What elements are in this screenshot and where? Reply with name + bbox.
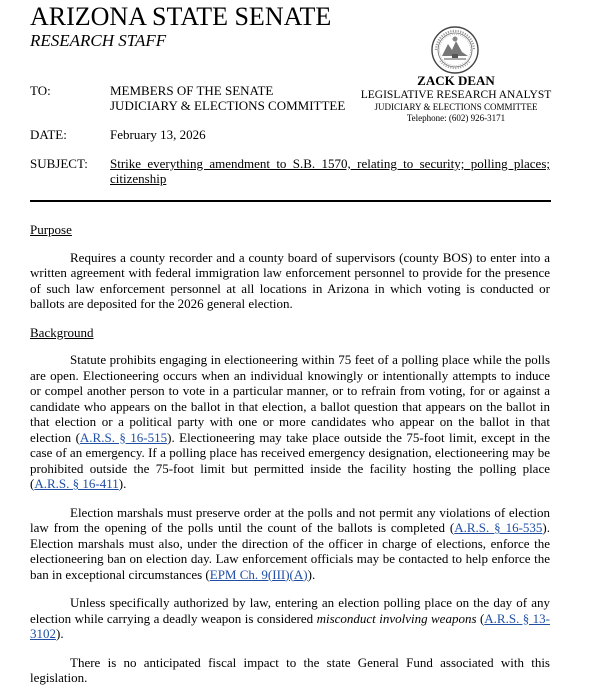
- ars-13-3102-link[interactable]: A.R.S. § 13-3102: [30, 610, 550, 641]
- analyst-committee: JUDICIARY & ELECTIONS COMMITTEE: [374, 102, 538, 113]
- header-divider: [30, 200, 551, 202]
- to-line-2: JUDICIARY & ELECTIONS COMMITTEE: [110, 98, 346, 113]
- background-paragraph-1: Statute prohibits engaging in electioneering within 75 feet of a polling place while the polls are open. Electioneering occurs when an individual knowingly or intentionally attempts to induce or compel another person to vote in a particular manner, or to refrain from voting, for or against a candidate who appears on the ballot in that election, a ballot question that appears on the ballot in that election or a political party with one or more candidates who appear on the ballot in that election (A.R.S. § 16-515). Electioneering may take place outside the 75-foot limit, except in the case of an emergency. If a polling place has received emergency designation, electioneering may be prohibited outside the 75-foot limit but permitted inside the facility hosting the polling place (A.R.S. § 16-411).: [30, 352, 551, 491]
- ars-16-515-link[interactable]: A.R.S. § 16-515: [79, 429, 168, 445]
- analyst-title: LEGISLATIVE RESEARCH ANALYST: [360, 88, 552, 101]
- memo-body: [30, 222, 550, 699]
- ars-16-411-link[interactable]: A.R.S. § 16-411: [34, 476, 119, 491]
- background-heading: Background: [30, 324, 94, 340]
- analyst-phone: Telephone: (602) 926-3171: [406, 112, 506, 123]
- to-label: TO:: [30, 83, 51, 98]
- to-line-1: MEMBERS OF THE SENATE: [110, 83, 274, 98]
- date-value: February 13, 2026: [110, 127, 206, 142]
- fiscal-impact-paragraph: There is no anticipated fiscal impact to the state General Fund associated with this legislation.: [30, 654, 550, 685]
- research-staff-label: RESEARCH STAFF: [30, 31, 167, 50]
- ars-16-535-link[interactable]: A.R.S. § 16-535: [454, 520, 543, 535]
- date-label: DATE:: [30, 127, 67, 142]
- epm-ch-9-link[interactable]: EPM Ch. 9(III)(A): [209, 566, 308, 582]
- state-seal-icon: [431, 26, 479, 74]
- purpose-heading: Purpose: [30, 222, 72, 237]
- analyst-block: [355, 74, 557, 123]
- subject-value: Strike everything amendment to S.B. 1570, relating to security; polling places; citizenship: [110, 156, 550, 186]
- background-paragraph-2: Election marshals must preserve order at the polls and not permit any violations of election law from the opening of the polls until the count of the ballots is completed (A.R.S. § 16-535). Election marshals must also, under the direction of the officer in charge of elections, enforce the electioneering ban on election day. Law enforcement officials may be contacted to help enforce the ban in exceptional circumstances (EPM Ch. 9(III)(A)).: [30, 504, 550, 582]
- purpose-paragraph: Requires a county recorder and a county board of supervisors (county BOS) to enter into a written agreement with federal immigration law enforcement personnel to provide for the presence of such law enforcement personnel at all locations in Arizona in which voting is conducted or ballots are deposited for the 2026 general election.: [30, 249, 550, 311]
- background-paragraph-3: Unless specifically authorized by law, entering an election polling place on the day of any election while carrying a deadly weapon is considered misconduct involving weapons (A.R.S. § 13-3102).: [30, 595, 550, 641]
- analyst-name: ZACK DEAN: [417, 73, 495, 88]
- subject-label: SUBJECT:: [30, 156, 88, 171]
- org-name: ARIZONA STATE SENATE: [30, 2, 332, 31]
